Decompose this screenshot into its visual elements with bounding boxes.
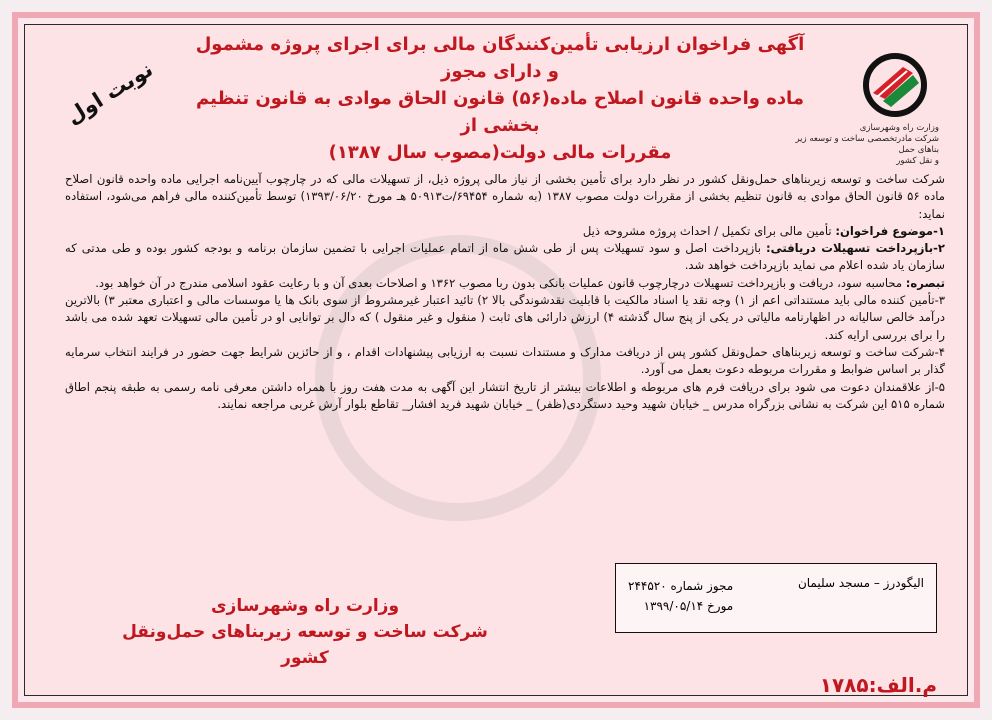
item-1	[65, 223, 945, 240]
item-1-label: ۱-موضوع فراخوان:	[835, 223, 945, 238]
signature-line-2: شرکت ساخت و توسعه زیربناهای حمل‌ونقل کشور	[122, 622, 488, 668]
item-2-label: ۲-بازپرداخت تسهیلات دریافتی:	[765, 241, 945, 256]
ministry-line-3: و نقل کشور	[896, 156, 939, 166]
title-line-3: مقررات مالی دولت(مصوب سال ۱۳۸۷)	[328, 142, 672, 163]
signature-line-1: وزارت راه وشهرسازی	[210, 596, 400, 616]
item-2	[65, 240, 945, 275]
note	[65, 275, 945, 292]
permit-info	[628, 576, 733, 616]
ministry-line-2: شرکت مادرتخصصی ساخت و توسعه زیر بناهای حمل	[795, 134, 939, 155]
ministry-line-1: وزارت راه وشهرسازی	[859, 123, 939, 133]
project-name: الیگودرز – مسجد سلیمان	[797, 576, 924, 590]
ad-frame	[12, 12, 980, 708]
item-3: ۳-تأمین کننده مالی باید مستنداتی اعم از ۱) وجه نقد یا اسناد مالکیت با قابلیت نقدشوندگی بالا ۲) تائید اعتبار غیرمشروط از سوی بانک ها یا موسسات مالی و اعتباری معتبر ۳) بالاترین درآمد خالص سالیانه در اظهارنامه مالیاتی در یکی از پنج سال گذشته ۴) ارزش دارائی های ثابت ( منقول و غیر منقول ) که دال بر توانایی او در تأمین مالی تسهیلات تعهد شده می باشد را برای بررسی ارایه کند.	[65, 293, 945, 342]
signature-block	[115, 593, 495, 671]
permit-number: مجوز شماره ۲۴۴۵۲۰	[628, 579, 734, 593]
intro-paragraph: شرکت ساخت و توسعه زیربناهای حمل‌ونقل کشور در نظر دارد برای تأمین بخشی از نیاز مالی پروژه ذیل، از تسهیلات مالی که در چارچوب آیین‌نامه اجرایی ماده واحده قانون اصلاح ماده ۵۶ قانون الحاق موادی به قانون تنظیم بخشی از مقررات دولت مصوب ۱۳۸۷ (به شماره ۶۹۴۵۴/ت۵۰۹۱۳ هـ مورخ ۱۳۹۳/۰۶/۲۰) توسط تأمین‌کننده مالی فراهم می‌شود، استفاده نماید:	[65, 172, 945, 221]
title-line-1: آگهی فراخوان ارزیابی تأمین‌کنندگان مالی برای اجرای پروژه مشمول و دارای مجوز	[195, 34, 805, 82]
permit-date: مورخ ۱۳۹۹/۰۵/۱۴	[643, 599, 734, 613]
item-1-text: تأمین مالی برای تکمیل / احداث پروژه مشروحه ذیل	[582, 223, 836, 238]
ad-body	[65, 171, 945, 413]
item-2-text: بازپرداخت اصل و سود تسهیلات پس از طی شش ماه از اتمام عملیات اجرایی با تضمین سازمان برنامه و بودجه کشور بوده و طی مدتی که سازمان یاد شده اعلام می نماید بازپرداخت خواهد شد.	[65, 241, 945, 273]
ministry-caption	[779, 123, 939, 167]
note-text: محاسبه سود، دریافت و بازپرداخت تسهیلات درچارچوب قانون عملیات بانکی بدون ربا مصوب ۱۳۶۲ و اصلاحات بعدی آن و با رعایت عقود اسلامی مندرج در آن خواهد بود.	[95, 275, 906, 290]
project-box	[615, 563, 937, 633]
title-line-2: ماده واحده قانون اصلاح ماده(۵۶) قانون الحاق موادی به قانون تنظیم بخشی از	[196, 88, 804, 136]
item-4: ۴-شرکت ساخت و توسعه زیربناهای حمل‌ونقل کشور پس از دریافت مدارک و مستندات نسبت به ارزیابی پیشنهادات اقدام ، و از حائزین شرایط جهت حضور در فرایند انتخاب سرمایه گذار بر اساس ضوابط و مقررات مربوطه دعوت بعمل می آورد.	[65, 344, 945, 377]
ad-title	[190, 31, 810, 166]
note-label: تبصره:	[905, 275, 945, 290]
ad-panel	[24, 24, 968, 696]
item-5: ۵-از علاقمندان دعوت می شود برای دریافت فرم های مربوطه و اطلاعات بیشتر از تاریخ انتشار این آگهی به مدت هفت روز با همراه داشتن معرفی نامه رسمی به طبقه پنجم اطاق شماره ۵۱۵ این شرکت به نشانی بزرگراه مدرس _ خیابان شهید وحید دستگردی(ظفر) _ خیابان شهید فرید افشار_ تقاطع بلوار آرش غربی مراجعه نمایند.	[65, 379, 945, 411]
nobat-stamp: نوبت اول	[62, 57, 157, 129]
reference-code: م.الف:۱۷۸۵	[819, 673, 937, 697]
ministry-logo-icon	[863, 53, 927, 117]
